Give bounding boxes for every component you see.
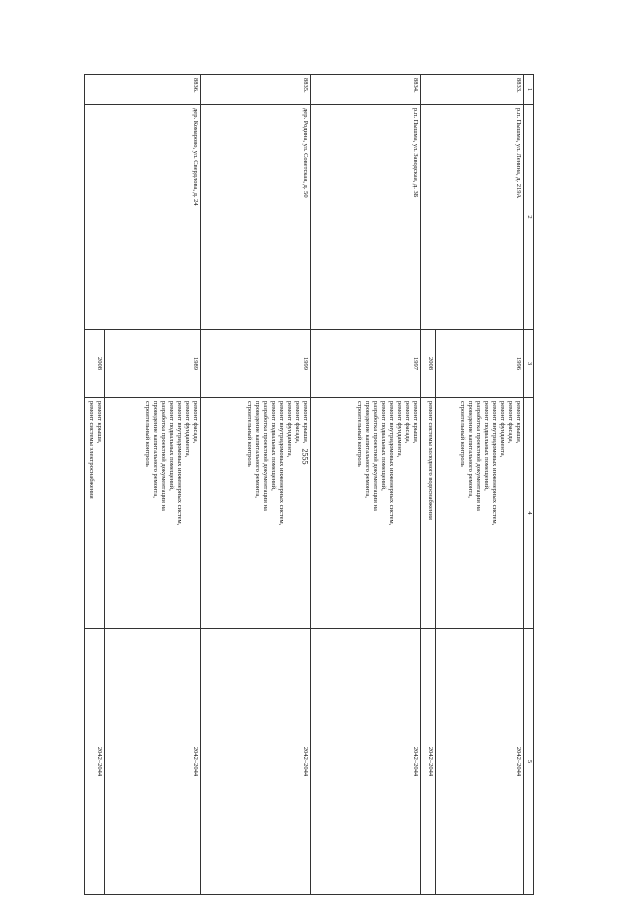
table-row [200,75,310,895]
planned-period: 2042–2044 [436,629,524,895]
year-value: 1999 [200,330,310,398]
work-item: ремонт подвальных помещений, [269,401,277,491]
column-number-row [524,75,534,895]
year-value: 2008 [85,330,105,398]
works-list [105,398,200,629]
works-list [85,398,105,629]
work-item: ремонт внутридомовых инженерных систем, [277,401,285,526]
table-body [85,75,524,895]
work-item: ремонт внутридомовых инженерных систем, [388,401,396,526]
work-item: ремонт фундамента, [285,401,293,458]
row-number: 8834. [310,75,420,105]
table-row [310,75,420,895]
work-item: ремонт внутридомовых инженерных систем, [491,401,498,526]
planned-period: 2042–2044 [310,629,420,895]
work-item: ремонт крыши, [96,401,104,444]
work-item: строительный контроль [356,401,364,467]
register-table-rotated [84,74,534,894]
work-item: строительный контроль [143,401,151,467]
work-item: ремонт фундамента, [183,401,191,458]
building-address: дер. Комарово, ул. Свердлова, д. 24 [85,105,201,330]
works-list [436,398,524,629]
year-value: 2008 [421,330,436,398]
work-item: строительный контроль [245,401,253,467]
building-address: р.п. Пышма, ул. Ленина, д. 219А [421,105,524,330]
column-header: 3 [524,330,534,398]
works-list [200,398,310,629]
work-item: проведение капитального ремонта, [467,401,474,498]
work-item: ремонт подвальных помещений, [380,401,388,491]
work-item: ремонт фундамента, [396,401,404,458]
planned-period: 2042–2044 [421,629,436,895]
year-value: 1989 [105,330,200,398]
work-item: проведение капитального ремонта, [151,401,159,498]
work-item: разработка проектной документации на [475,401,482,511]
column-header: 2 [524,105,534,330]
work-item: проведение капитального ремонта, [364,401,372,498]
column-header: 1 [524,75,534,105]
work-item: ремонт внутридомовых инженерных систем, [175,401,183,526]
work-item: ремонт подвальных помещений, [167,401,175,491]
row-number: 8836. [85,75,201,105]
work-item: разработка проектной документации на [261,401,269,511]
works-list [421,398,436,629]
work-item: ремонт фасада, [507,401,514,444]
work-item: ремонт фасада, [293,401,301,444]
column-header: 4 [524,398,534,629]
table-row [436,75,524,895]
building-address: р.п. Пышма, ул. Заводская, д. 3Б [310,105,420,330]
page-number: 2555 [300,448,310,465]
work-item: разработка проектной документации на [159,401,167,511]
year-value: 1996 [436,330,524,398]
building-address: дер. Родина, ул. Советская, д. 50 [200,105,310,330]
work-item: ремонт фасада, [191,401,199,444]
row-number: 8833. [421,75,524,105]
row-number: 8835. [200,75,310,105]
planned-period: 2042–2044 [85,629,105,895]
work-item: ремонт подвальных помещений, [483,401,490,491]
column-header: 5 [524,629,534,895]
works-list [310,398,420,629]
work-item: ремонт системы холодного водоснабжения [427,401,435,520]
work-item: ремонт крыши, [515,401,522,444]
year-value: 1997 [310,330,420,398]
work-item: ремонт системы электроснабжения [88,401,96,499]
table-row [105,75,200,895]
work-item: проведение капитального ремонта, [253,401,261,498]
work-item: строительный контроль [459,401,466,467]
work-item: ремонт крыши, [412,401,420,444]
work-item: ремонт крыши, [301,401,309,444]
planned-period: 2042–2044 [200,629,310,895]
work-item: ремонт фасада, [404,401,412,444]
capital-repair-table [84,74,534,895]
work-item: разработка проектной документации на [372,401,380,511]
work-item: ремонт фундамента, [499,401,506,458]
planned-period: 2042–2044 [105,629,200,895]
